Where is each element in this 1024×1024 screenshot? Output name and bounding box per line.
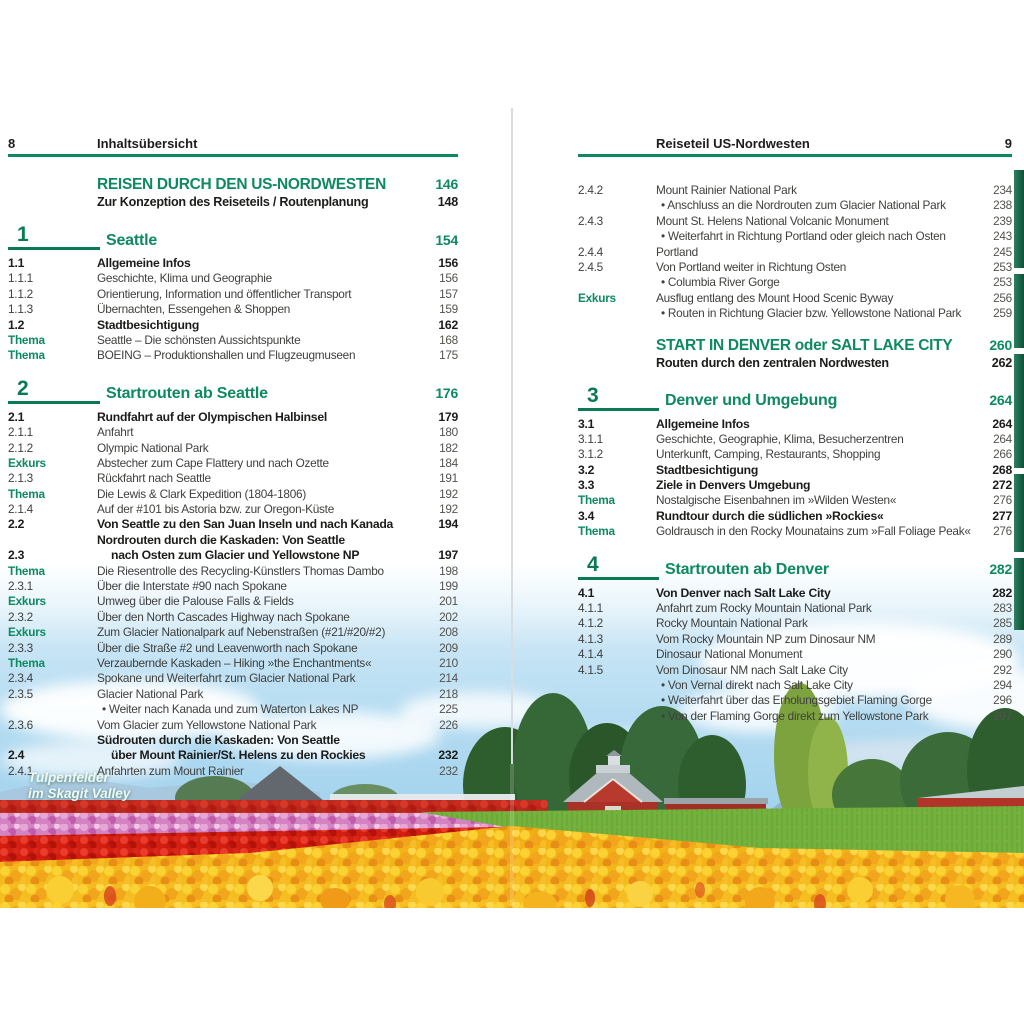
toc-entry-title: Über die Interstate #90 nach Spokane xyxy=(97,579,287,594)
toc-entry-title: Mount St. Helens National Volcanic Monument xyxy=(656,213,889,228)
toc-entry-title: Rückfahrt nach Seattle xyxy=(97,471,211,486)
toc-entry-label: 2.1.1 xyxy=(8,425,33,440)
toc-entry-page: 176 xyxy=(435,385,458,402)
toc-entry xyxy=(578,355,1012,371)
toc-entry xyxy=(8,287,458,302)
toc-entry-page: 234 xyxy=(993,183,1012,197)
toc-entry-page: 226 xyxy=(439,717,458,732)
toc-entry-title: • Anschluss an die Nordrouten zum Glacier National Park xyxy=(661,198,946,213)
toc-entry-label: 2.3.4 xyxy=(8,671,33,686)
toc-entry-title: Vom Dinosaur NM nach Salt Lake City xyxy=(656,662,848,677)
toc-entry-page: 192 xyxy=(439,486,458,501)
page-edge-tab xyxy=(1014,354,1024,468)
toc-entry-label: Thema xyxy=(578,493,615,508)
toc-entry-title: Von Denver nach Salt Lake City xyxy=(656,585,831,600)
toc-entry-label: Thema xyxy=(8,348,45,363)
toc-entry-label: 3.2 xyxy=(578,462,595,477)
toc-entry-title: Portland xyxy=(656,244,698,259)
toc-entry-label: Exkurs xyxy=(8,625,46,640)
toc-entry-title: Rocky Mountain National Park xyxy=(656,616,808,631)
toc-entry-label: 3.1.2 xyxy=(578,447,603,462)
toc-entry-title: • Routen in Richtung Glacier bzw. Yellowstone National Park xyxy=(661,306,962,321)
toc-entry-title: Ausflug entlang des Mount Hood Scenic Byway xyxy=(656,290,894,305)
toc-entry-label: Thema xyxy=(578,524,615,539)
toc-entry-label: 2.3.1 xyxy=(8,579,33,594)
photo-caption-line1: Tulpenfelder xyxy=(28,770,109,785)
toc-entry-title: Abstecher zum Cape Flattery und nach Ozette xyxy=(97,455,329,470)
toc-entry-title: • Von Vernal direkt nach Salt Lake City xyxy=(661,677,853,692)
toc-entry-page: 282 xyxy=(989,561,1012,578)
toc-entry-page: 210 xyxy=(439,656,458,670)
toc-entry-label: Exkurs xyxy=(578,290,616,305)
toc-entry-title: • Weiterfahrt über das Erholungsgebiet Flaming Gorge xyxy=(661,693,932,708)
toc-entry-label: 2.3.5 xyxy=(8,686,33,701)
toc-entry-label: Thema xyxy=(8,486,45,501)
toc-entry-title: • Weiter nach Kanada und zum Waterton Lakes NP xyxy=(102,702,359,717)
toc-entry-page: 264 xyxy=(992,416,1012,431)
toc-entry xyxy=(578,616,1012,631)
toc-entry xyxy=(578,417,1012,432)
toc-entry xyxy=(578,432,1012,447)
toc-entry xyxy=(578,493,1012,508)
toc-entry xyxy=(8,564,458,579)
toc-entry-title: Dinosaur National Monument xyxy=(656,647,803,662)
toc-entry-label: 4.1.3 xyxy=(578,631,603,646)
toc-entry-title: Glacier National Park xyxy=(97,686,204,701)
toc-entry-title: Vom Glacier zum Yellowstone National Park xyxy=(97,717,317,732)
toc-entry-label: Exkurs xyxy=(8,594,46,609)
toc-entry-page: 148 xyxy=(437,195,458,209)
toc-entry-page: 256 xyxy=(993,290,1012,305)
toc-entry-page: 182 xyxy=(439,440,458,455)
toc-entry-label: 2.4.1 xyxy=(8,763,33,778)
toc-entry xyxy=(8,256,458,271)
toc-entry xyxy=(578,275,1012,290)
toc-entry xyxy=(8,441,458,456)
toc-entry-title: Geschichte, Geographie, Klima, Besucherzentren xyxy=(656,431,904,446)
toc-entry-page: 199 xyxy=(439,579,458,594)
toc-entry-page: 268 xyxy=(992,462,1012,477)
toc-entry xyxy=(8,687,458,702)
toc-entry-title: Rundtour durch die südlichen »Rockies« xyxy=(656,508,884,523)
toc-entry-page: 245 xyxy=(993,244,1012,259)
page-header-title: Reiseteil US-Nordwesten xyxy=(656,136,810,151)
toc-entry xyxy=(578,183,1012,198)
toc-entry-page: 154 xyxy=(435,231,458,248)
toc-entry-label: 1.2 xyxy=(8,317,25,332)
toc-entry xyxy=(578,663,1012,678)
toc-entry-label: 2.1 xyxy=(8,409,25,424)
page-edge-tabs xyxy=(1014,0,1024,1024)
toc-entry-title: Mount Rainier National Park xyxy=(656,183,797,197)
toc-entry-page: 289 xyxy=(993,631,1012,646)
toc-entry-page: 262 xyxy=(991,355,1012,370)
toc-entry-page: 272 xyxy=(992,478,1012,493)
toc-entry-label: 2.1.3 xyxy=(8,471,33,486)
toc-entry-page: 239 xyxy=(993,213,1012,228)
toc-entry xyxy=(578,463,1012,478)
toc-entry-title: Anfahrt zum Rocky Mountain National Park xyxy=(656,601,872,616)
toc-entry-label: Thema xyxy=(8,563,45,578)
toc-entry-page: 208 xyxy=(439,625,458,640)
toc-entry-title: • Columbia River Gorge xyxy=(661,275,780,290)
toc-entry-page: 260 xyxy=(989,336,1012,353)
toc-entry xyxy=(8,271,458,286)
page-edge-tab xyxy=(1014,170,1024,268)
toc-entry-title: Verzaubernde Kaskaden – Hiking »the Enchantments« xyxy=(97,656,372,670)
toc-entry-page: 243 xyxy=(993,229,1012,244)
toc-entry xyxy=(8,594,458,609)
toc-entry xyxy=(8,456,458,471)
toc-entry-page: 198 xyxy=(439,563,458,578)
toc-rows xyxy=(578,157,1012,724)
toc-entry-label: 2.4.2 xyxy=(578,183,603,197)
toc-entry-label: 4.1 xyxy=(578,585,595,600)
toc-entry-page: 285 xyxy=(993,616,1012,631)
toc-entry-page: 146 xyxy=(435,176,458,192)
toc-entry-page: 201 xyxy=(439,594,458,609)
toc-entry xyxy=(8,718,458,733)
toc-entry-title: Ziele in Denvers Umgebung xyxy=(656,478,811,493)
toc-entry-title: Anfahrt xyxy=(97,425,134,440)
toc-entry-title: • Von der Flaming Gorge direkt zum Yellowstone Park xyxy=(661,708,929,723)
toc-entry-title: Von Seattle zu den San Juan Inseln und nach Kanada xyxy=(97,517,394,532)
toc-entry-title: Startrouten ab Seattle xyxy=(106,385,268,403)
toc-entry-page: 253 xyxy=(993,259,1012,274)
toc-entry xyxy=(578,381,1012,411)
toc-entry-title: Rundfahrt auf der Olympischen Halbinsel xyxy=(97,409,327,424)
toc-entry-title: Über den North Cascades Highway nach Spokane xyxy=(97,609,350,624)
toc-entry-label: 2.3.2 xyxy=(8,609,33,624)
toc-entry xyxy=(8,302,458,317)
toc-entry-page: 296 xyxy=(993,693,1012,708)
chapter-number: 1 xyxy=(8,223,100,250)
toc-entry-page: 209 xyxy=(439,640,458,655)
toc-entry-label: 4.1.5 xyxy=(578,662,603,677)
toc-entry-title: Über die Straße #2 und Leavenworth nach Spokane xyxy=(97,640,358,655)
toc-entry-title: Die Riesentrolle des Recycling-Künstlers Thomas Dambo xyxy=(97,563,384,578)
toc-entry-page: 156 xyxy=(438,256,458,270)
toc-entry-title: Startrouten ab Denver xyxy=(665,561,829,579)
toc-entry-label: 2.3.6 xyxy=(8,717,33,732)
toc-entry xyxy=(8,471,458,486)
toc-entry-page: 159 xyxy=(439,302,458,317)
toc-entry-page: 290 xyxy=(993,647,1012,662)
toc-entry-label: 2.4 xyxy=(8,748,25,763)
toc-entry xyxy=(578,306,1012,321)
toc-entry xyxy=(8,174,458,194)
toc-entry xyxy=(578,198,1012,213)
page-number: 8 xyxy=(8,136,16,151)
toc-entry-page: 157 xyxy=(439,286,458,301)
toc-rows xyxy=(8,157,458,779)
toc-entry xyxy=(578,335,1012,355)
page-header xyxy=(578,136,1012,157)
toc-entry xyxy=(8,333,458,348)
toc-entry-label: 1.1.3 xyxy=(8,302,33,317)
toc-entry-title: Nostalgische Eisenbahnen im »Wilden Westen« xyxy=(656,493,897,508)
toc-entry-title: Die Lewis & Clark Expedition (1804-1806) xyxy=(97,486,307,501)
toc-entry-label: 2.3 xyxy=(8,548,25,563)
toc-entry-title: Nordrouten durch die Kaskaden: Von Seattle nach Osten zum Glacier und Yellowstone NP xyxy=(97,532,360,563)
toc-entry-label: 2.1.4 xyxy=(8,502,33,517)
toc-entry-page: 218 xyxy=(439,686,458,701)
toc-entry-label: 2.1.2 xyxy=(8,440,33,455)
toc-entry-label: 1.1 xyxy=(8,256,25,270)
chapter-number: 4 xyxy=(578,553,659,580)
toc-entry-label: 2.4.4 xyxy=(578,244,603,259)
page-header-title: Inhaltsübersicht xyxy=(97,136,198,151)
toc-entry-page: 253 xyxy=(993,275,1012,290)
toc-entry xyxy=(8,702,458,717)
toc-entry-label: 3.4 xyxy=(578,508,595,523)
toc-entry-label: 1.1.2 xyxy=(8,286,33,301)
toc-entry-page: 294 xyxy=(993,677,1012,692)
toc-entry-title: Unterkunft, Camping, Restaurants, Shopping xyxy=(656,447,881,462)
page-number: 9 xyxy=(1004,136,1012,151)
toc-entry-page: 283 xyxy=(993,601,1012,616)
toc-entry-page: 179 xyxy=(438,409,458,424)
toc-entry-title: Südrouten durch die Kaskaden: Von Seattle über Mount Rainier/St. Helens zu den Rockies xyxy=(97,732,366,763)
toc-entry xyxy=(8,625,458,640)
toc-entry-title: Denver und Umgebung xyxy=(665,392,838,410)
toc-entry xyxy=(578,509,1012,524)
toc-entry-page: 168 xyxy=(439,332,458,347)
toc-entry-page: 276 xyxy=(993,524,1012,539)
toc-entry-title: Anfahrten zum Mount Rainier xyxy=(97,763,244,778)
toc-entry-page: 277 xyxy=(992,508,1012,523)
toc-entry-page: 162 xyxy=(438,317,458,332)
toc-entry xyxy=(8,533,458,564)
toc-entry-label: 4.1.4 xyxy=(578,647,603,662)
toc-entry-page: 175 xyxy=(439,348,458,363)
toc-entry xyxy=(8,517,458,532)
toc-entry xyxy=(578,260,1012,275)
toc-entry xyxy=(578,229,1012,244)
toc-entry-title: BOEING – Produktionshallen und Flugzeugmuseen xyxy=(97,348,356,363)
toc-entry-title: Orientierung, Information und öffentlicher Transport xyxy=(97,286,352,301)
toc-entry xyxy=(8,348,458,363)
toc-entry-label: 4.1.2 xyxy=(578,616,603,631)
toc-entry xyxy=(578,447,1012,462)
toc-entry xyxy=(8,733,458,764)
toc-entry xyxy=(578,524,1012,539)
page-edge-tab xyxy=(1014,558,1024,630)
toc-entry-label: 2.2 xyxy=(8,517,25,532)
toc-entry xyxy=(8,656,458,671)
toc-entry xyxy=(8,579,458,594)
page-gutter-line xyxy=(511,108,513,764)
toc-entry-page: 192 xyxy=(439,502,458,517)
toc-entry-page: 259 xyxy=(993,306,1012,321)
toc-entry xyxy=(8,641,458,656)
toc-entry-page: 264 xyxy=(989,392,1012,409)
toc-entry xyxy=(578,550,1012,580)
toc-entry xyxy=(8,410,458,425)
toc-entry-page: 214 xyxy=(439,671,458,686)
toc-entry-page: 282 xyxy=(992,585,1012,600)
chapter-number: 3 xyxy=(578,384,659,411)
toc-entry-label: Thema xyxy=(8,332,45,347)
page-gutter-shadow xyxy=(510,764,514,906)
toc-entry-page: 225 xyxy=(439,702,458,717)
toc-entry-title: Vom Rocky Mountain NP zum Dinosaur NM xyxy=(656,631,876,646)
photo-caption-line2: im Skagit Valley xyxy=(28,786,131,801)
toc-entry-label: 4.1.1 xyxy=(578,601,603,616)
chapter-number: 2 xyxy=(8,377,100,404)
toc-entry-label: Exkurs xyxy=(8,455,46,470)
toc-entry-page: 238 xyxy=(993,198,1012,213)
photo-caption xyxy=(28,770,130,802)
toc-entry-title: Allgemeine Infos xyxy=(656,416,750,431)
toc-entry-title: Spokane und Weiterfahrt zum Glacier National Park xyxy=(97,671,356,686)
toc-entry xyxy=(578,647,1012,662)
toc-entry-label: 3.3 xyxy=(578,478,595,493)
toc-entry-title: REISEN DURCH DEN US-NORDWESTEN xyxy=(97,176,386,193)
toc-entry-title: Zum Glacier Nationalpark auf Nebenstraßen (#21/#20/#2) xyxy=(97,625,386,640)
toc-entry-title: Stadtbesichtigung xyxy=(656,462,759,477)
toc-entry xyxy=(578,601,1012,616)
toc-entry-label: 2.4.3 xyxy=(578,213,603,228)
page-edge-tab xyxy=(1014,274,1024,348)
toc-entry xyxy=(578,214,1012,229)
toc-entry xyxy=(8,487,458,502)
toc-entry xyxy=(8,220,458,250)
toc-entry-page: 191 xyxy=(439,471,458,486)
toc-entry-page: 264 xyxy=(993,431,1012,446)
toc-entry xyxy=(8,502,458,517)
toc-entry-title: Zur Konzeption des Reiseteils / Routenplanung xyxy=(97,195,369,209)
toc-entry-page: 266 xyxy=(993,447,1012,462)
toc-entry xyxy=(578,693,1012,708)
toc-entry xyxy=(8,318,458,333)
toc-entry-title: Seattle xyxy=(106,231,158,249)
toc-entry-page: 202 xyxy=(439,609,458,624)
toc-entry-title: Stadtbesichtigung xyxy=(97,317,200,332)
toc-entry-title: Routen durch den zentralen Nordwesten xyxy=(656,355,889,370)
toc-entry xyxy=(8,425,458,440)
toc-entry-page: 156 xyxy=(439,271,458,286)
toc-entry-title: Auf der #101 bis Astoria bzw. zur Oregon-Küste xyxy=(97,502,335,517)
toc-entry-title: Übernachten, Essengehen & Shoppen xyxy=(97,302,291,317)
toc-entry-label: 2.3.3 xyxy=(8,640,33,655)
toc-entry-page: 297 xyxy=(993,708,1012,723)
toc-entry-page: 194 xyxy=(438,517,458,532)
toc-entry xyxy=(578,709,1012,724)
toc-entry xyxy=(578,478,1012,493)
toc-entry-title: Geschichte, Klima und Geographie xyxy=(97,271,272,286)
toc-entry-label: Thema xyxy=(8,656,45,670)
toc-entry-title: Umweg über die Palouse Falls & Fields xyxy=(97,594,294,609)
toc-entry-title: Goldrausch in den Rocky Mounatains zum »Fall Foliage Peak« xyxy=(656,524,971,539)
toc-entry xyxy=(578,632,1012,647)
toc-entry-page: 276 xyxy=(993,493,1012,508)
toc-entry xyxy=(8,610,458,625)
toc-entry-page: 292 xyxy=(993,662,1012,677)
toc-entry-page: 184 xyxy=(439,455,458,470)
toc-entry-page: 197 xyxy=(438,548,458,563)
toc-entry-page: 232 xyxy=(439,763,458,778)
toc-entry xyxy=(8,374,458,404)
toc-entry xyxy=(578,245,1012,260)
right-page xyxy=(578,136,1012,724)
left-page xyxy=(8,136,458,779)
toc-entry-title: • Weiterfahrt in Richtung Portland oder gleich nach Osten xyxy=(661,229,946,244)
toc-entry-title: Seattle – Die schönsten Aussichtspunkte xyxy=(97,332,301,347)
page-header xyxy=(8,136,458,157)
toc-entry-title: Von Portland weiter in Richtung Osten xyxy=(656,259,847,274)
toc-entry-label: 2.4.5 xyxy=(578,259,603,274)
toc-entry xyxy=(578,586,1012,601)
toc-entry xyxy=(578,678,1012,693)
toc-entry-label: 1.1.1 xyxy=(8,271,33,286)
toc-entry-title: START IN DENVER oder SALT LAKE CITY xyxy=(656,336,953,354)
toc-entry-page: 232 xyxy=(438,748,458,763)
page-edge-tab xyxy=(1014,474,1024,552)
toc-entry-label: 3.1 xyxy=(578,416,595,431)
toc-entry-title: Allgemeine Infos xyxy=(97,256,191,270)
toc-entry-title: Olympic National Park xyxy=(97,440,209,455)
toc-entry xyxy=(8,194,458,210)
toc-entry xyxy=(8,671,458,686)
toc-entry-label: 3.1.1 xyxy=(578,431,603,446)
toc-entry xyxy=(578,291,1012,306)
toc-entry-page: 180 xyxy=(439,425,458,440)
